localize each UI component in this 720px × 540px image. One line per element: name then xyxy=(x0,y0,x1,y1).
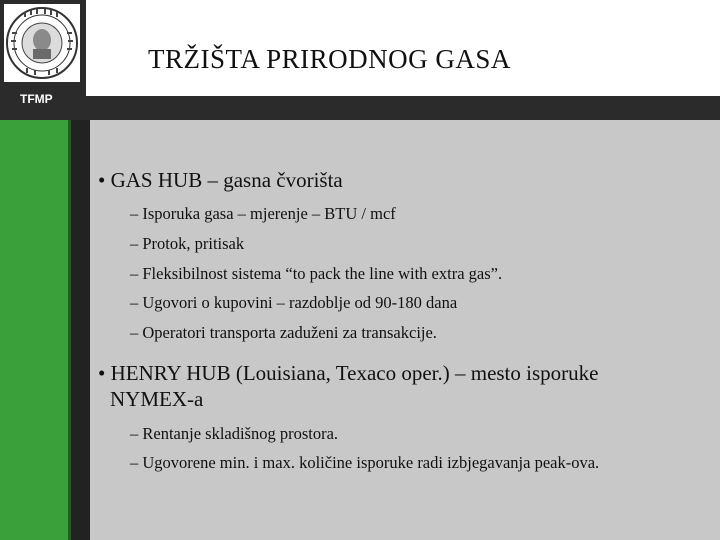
bullet-henry-hub-line1: • HENRY HUB (Louisiana, Texaco oper.) – mesto isporuke xyxy=(98,361,599,385)
left-green-bar-edge xyxy=(68,120,71,540)
slide-title: TRŽIŠTA PRIRODNOG GASA xyxy=(148,44,511,74)
sub-item: – Fleksibilnost sistema “to pack the line with extra gas”. xyxy=(130,264,503,283)
header-underline xyxy=(90,100,710,104)
header-bar xyxy=(0,0,720,120)
sub-item: – Ugovorene min. i max. količine isporuke radi izbjegavanja peak-ova. xyxy=(130,453,600,472)
sub-item: – Ugovori o kupovini – razdoblje od 90-180 dana xyxy=(130,293,458,312)
sub-item: – Isporuka gasa – mjerenje – BTU / mcf xyxy=(130,204,396,223)
sub-item: – Operatori transporta zaduženi za transakcije. xyxy=(130,323,437,342)
bullet-gas-hub: • GAS HUB – gasna čvorišta xyxy=(98,168,343,192)
sub-item: – Rentanje skladišnog prostora. xyxy=(130,424,339,443)
sub-item: – Protok, pritisak xyxy=(130,234,245,253)
university-seal-logo xyxy=(4,4,80,82)
left-green-bar xyxy=(0,120,68,540)
brand-label: TFMP xyxy=(20,92,53,106)
bullet-henry-hub xyxy=(98,360,698,412)
bullet-henry-hub-line2: NYMEX-a xyxy=(110,387,204,411)
